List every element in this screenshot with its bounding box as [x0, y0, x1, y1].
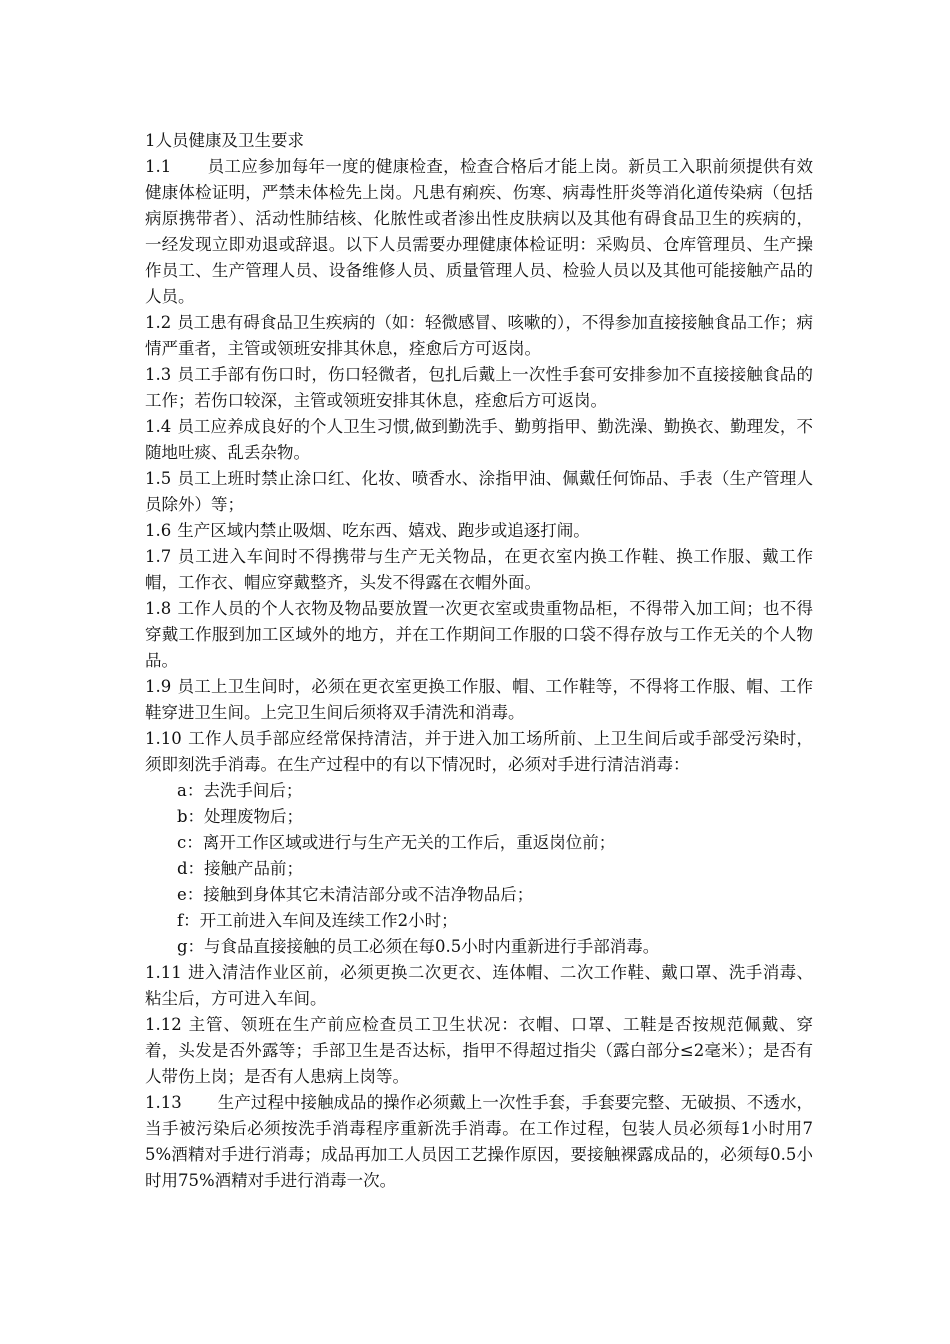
document-body	[145, 128, 813, 1194]
section-1-5	[145, 466, 813, 518]
section-text: 主管、领班在生产前应检查员工卫生状况：衣帽、口罩、工鞋是否按规范佩戴、穿着，头发是否外露等；手部卫生是否达标，指甲不得超过指尖（露白部分≤2毫米）；是否有人带伤上岗；是否有人患病上岗等。	[145, 1015, 813, 1086]
section-text: 生产过程中接触成品的操作必须戴上一次性手套，手套要完整、无破损、不透水，当手被污染后必须按洗手消毒程序重新洗手消毒。在工作过程，包装人员必须每1小时用75%酒精对手进行消毒；成品再加工人员因工艺操作原因，要接触裸露成品的，必须每0.5小时用75%酒精对手进行消毒一次。	[145, 1093, 813, 1190]
section-1-12	[145, 1012, 813, 1090]
section-text: 员工应养成良好的个人卫生习惯,做到勤洗手、勤剪指甲、勤洗澡、勤换衣、勤理发，不随地吐痰、乱丢杂物。	[145, 417, 813, 462]
section-1-10	[145, 726, 813, 778]
section-text: 员工上班时禁止涂口红、化妆、喷香水、涂指甲油、佩戴任何饰品、手表（生产管理人员除外）等；	[145, 469, 813, 514]
section-text: 员工上卫生间时，必须在更衣室更换工作服、帽、工作鞋等，不得将工作服、帽、工作鞋穿进卫生间。上完卫生间后须将双手清洗和消毒。	[145, 677, 813, 722]
list-item: a：去洗手间后；	[177, 781, 303, 800]
section-number: 1.7	[145, 547, 172, 566]
section-number: 1.2	[145, 313, 172, 332]
section-number: 1.8	[145, 599, 172, 618]
list-item: e：接触到身体其它未清洁部分或不洁净物品后；	[177, 885, 534, 904]
section-number: 1.1	[145, 157, 172, 176]
section-number: 1.10	[145, 729, 182, 748]
section-text: 员工应参加每年一度的健康检查，检查合格后才能上岗。新员工入职前须提供有效健康体检证明，严禁未体检先上岗。凡患有痢疾、伤寒、病毒性肝炎等消化道传染病（包括病原携带者）、活动性肺结核、化脓性或者渗出性皮肤病以及其他有碍食品卫生的疾病的，一经发现立即劝退或辞退。以下人员需要办理健康体检证明：采购员、仓库管理员、生产操作员工、生产管理人员、设备维修人员、质量管理人员、检验人员以及其他可能接触产品的人员。	[145, 157, 813, 306]
section-number: 1.9	[145, 677, 172, 696]
list-item: g：与食品直接接触的员工必须在每0.5小时内重新进行手部消毒。	[177, 937, 660, 956]
section-text: 工作人员手部应经常保持清洁，并于进入加工场所前、上卫生间后或手部受污染时，须即刻洗手消毒。在生产过程中的有以下情况时，必须对手进行清洁消毒：	[145, 729, 813, 774]
section-number: 1.12	[145, 1015, 182, 1034]
document-title: 1人员健康及卫生要求	[145, 131, 304, 150]
section-1-8	[145, 596, 813, 674]
section-1-4	[145, 414, 813, 466]
section-number: 1.3	[145, 365, 172, 384]
list-item: f：开工前进入车间及连续工作2小时；	[177, 911, 458, 930]
section-1-7	[145, 544, 813, 596]
section-1-11	[145, 960, 813, 1012]
section-text: 员工手部有伤口时，伤口轻微者，包扎后戴上一次性手套可安排参加不直接接触食品的工作；若伤口较深，主管或领班安排其休息，痊愈后方可返岗。	[145, 365, 813, 410]
list-item: d：接触产品前；	[177, 859, 304, 878]
list-item: b：处理废物后；	[177, 807, 304, 826]
section-number: 1.4	[145, 417, 172, 436]
section-1-13	[145, 1090, 813, 1194]
section-1-1	[145, 154, 813, 310]
section-number: 1.6	[145, 521, 172, 540]
section-1-2	[145, 310, 813, 362]
section-text: 进入清洁作业区前，必须更换二次更衣、连体帽、二次工作鞋、戴口罩、洗手消毒、粘尘后，方可进入车间。	[145, 963, 813, 1008]
section-text: 员工患有碍食品卫生疾病的（如：轻微感冒、咳嗽的），不得参加直接接触食品工作；病情严重者，主管或领班安排其休息，痊愈后方可返岗。	[145, 313, 813, 358]
section-number: 1.11	[145, 963, 182, 982]
section-text: 工作人员的个人衣物及物品要放置一次更衣室或贵重物品柜，不得带入加工间；也不得穿戴工作服到加工区域外的地方，并在工作期间工作服的口袋不得存放与工作无关的个人物品。	[145, 599, 813, 670]
list-item: c：离开工作区域或进行与生产无关的工作后，重返岗位前；	[177, 833, 616, 852]
section-1-3	[145, 362, 813, 414]
section-text: 员工进入车间时不得携带与生产无关物品，在更衣室内换工作鞋、换工作服、戴工作帽，工作衣、帽应穿戴整齐，头发不得露在衣帽外面。	[145, 547, 813, 592]
section-number: 1.5	[145, 469, 172, 488]
section-1-6	[145, 518, 813, 544]
section-text: 生产区域内禁止吸烟、吃东西、嬉戏、跑步或追逐打闹。	[177, 521, 590, 540]
section-1-9	[145, 674, 813, 726]
section-number: 1.13	[145, 1093, 182, 1112]
